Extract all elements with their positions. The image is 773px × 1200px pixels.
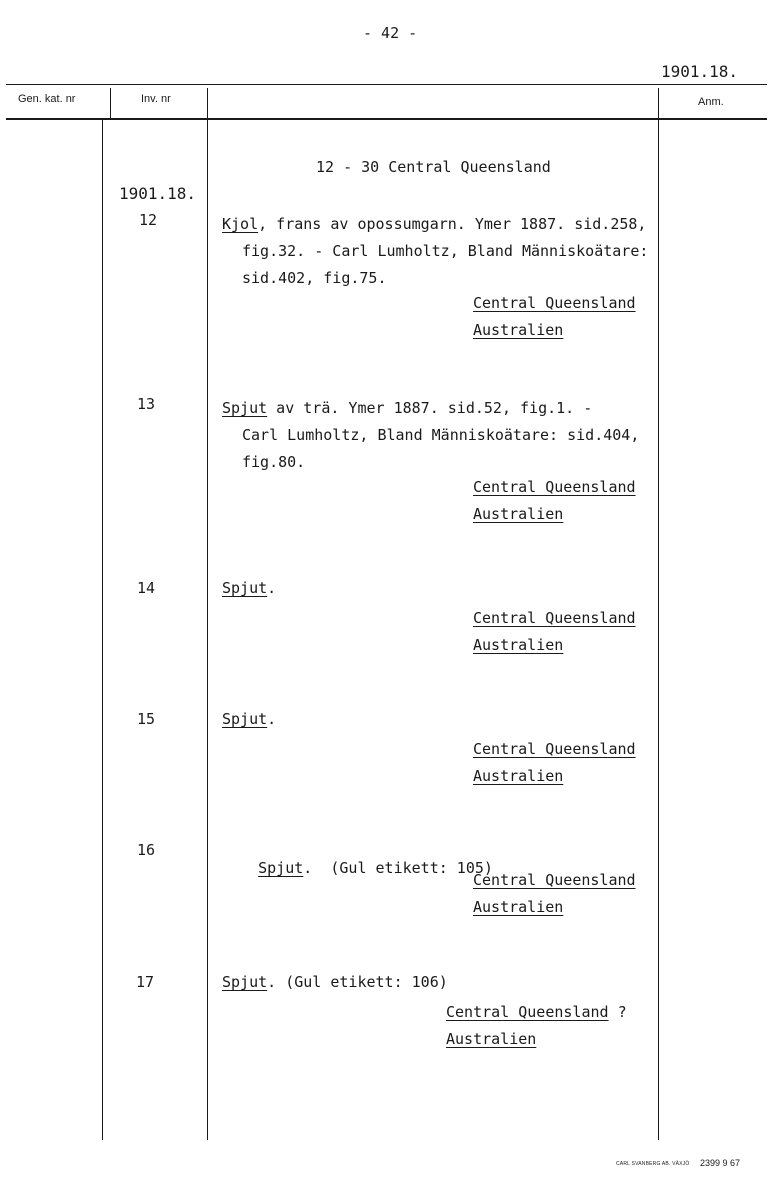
entry-line: . (Gul etikett: 105) — [303, 859, 493, 877]
location-country: Australien — [446, 1030, 537, 1048]
location-region: Central Queensland — [473, 294, 636, 312]
entry-term: Spjut — [222, 399, 268, 417]
column-gen-kat: Gen. kat. nr — [18, 93, 76, 105]
column-inv: Inv. nr — [141, 93, 171, 105]
location-country: Australien — [473, 505, 564, 523]
entry-text — [222, 395, 639, 476]
column-divider-1 — [110, 88, 111, 118]
entry-text — [222, 973, 448, 991]
entry-text — [222, 211, 648, 292]
column-anm: Anm. — [698, 96, 724, 108]
location-region: Central Queensland — [473, 740, 636, 758]
entry-location — [446, 999, 627, 1053]
inv-number: 14 — [137, 579, 156, 597]
inv-number: 16 — [137, 841, 156, 859]
entry-line: . (Gul etikett: 106) — [267, 973, 448, 991]
form-code: 2399 9 67 — [700, 1158, 741, 1168]
entry-text — [222, 710, 276, 728]
entry-term: Kjol — [222, 215, 259, 233]
entry-text — [222, 579, 276, 597]
location-region: Central Queensland — [473, 609, 636, 627]
entry-term: Spjut — [222, 710, 268, 728]
column-divider-3 — [658, 88, 659, 1140]
location-country: Australien — [473, 898, 564, 916]
section-heading: 12 - 30 Central Queensland — [316, 158, 551, 176]
printer-imprint: CARL SVANBERG AB. VÄXJÖ — [616, 1161, 690, 1167]
location-country: Australien — [473, 636, 564, 654]
inv-number: 17 — [136, 973, 155, 991]
entry-term: Spjut — [222, 973, 268, 991]
location-region: Central Queensland — [473, 478, 636, 496]
entry-line: . — [267, 579, 277, 597]
page-number: - 42 - — [363, 24, 418, 42]
entry-location — [473, 474, 636, 528]
entry-location — [473, 736, 636, 790]
entry-line: fig.32. - Carl Lumholtz, Bland Människoätare: — [242, 242, 649, 260]
entry-line: . — [267, 710, 277, 728]
inv-number: 12 — [139, 211, 158, 229]
section-accession: 1901.18. — [119, 184, 197, 203]
entry-line: Carl Lumholtz, Bland Människoätare: sid.404, — [242, 426, 640, 444]
entry-line: sid.402, fig.75. — [242, 269, 387, 287]
entry-location — [473, 867, 636, 921]
column-divider-2 — [207, 88, 208, 1140]
location-country: Australien — [473, 321, 564, 339]
accession-number: 1901.18. — [661, 62, 739, 81]
entry-term: Spjut — [222, 579, 268, 597]
entry-location — [473, 290, 636, 344]
entry-line: fig.80. — [242, 453, 306, 471]
header-top-rule — [6, 84, 767, 85]
location-country: Australien — [473, 767, 564, 785]
entry-term: Spjut — [258, 859, 304, 877]
entry-location — [473, 605, 636, 659]
inv-number: 13 — [137, 395, 156, 413]
location-region: Central Queensland ? — [446, 1003, 627, 1021]
inv-number: 15 — [137, 710, 156, 728]
entry-line: , frans av opossumgarn. Ymer 1887. sid.258, — [258, 215, 647, 233]
column-divider-1-body — [102, 120, 103, 1140]
location-region: Central Queensland — [473, 871, 636, 889]
entry-text — [222, 841, 493, 895]
header-bottom-rule — [6, 118, 767, 120]
entry-line: av trä. Ymer 1887. sid.52, fig.1. - — [267, 399, 593, 417]
